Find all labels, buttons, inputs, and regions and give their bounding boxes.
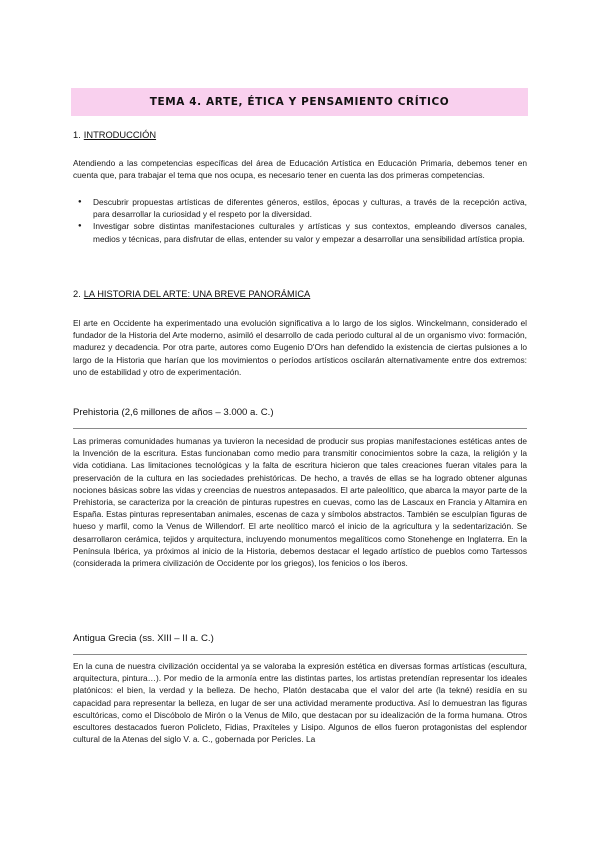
subheading-prehistoria: Prehistoria (2,6 millones de años – 3.000 a. C.) <box>73 407 274 418</box>
competencies-list <box>73 196 527 245</box>
section-title: LA HISTORIA DEL ARTE: UNA BREVE PANORÁMICA <box>83 289 311 299</box>
divider-line <box>73 654 527 655</box>
subheading-grecia: Antigua Grecia (ss. XIII – II a. C.) <box>73 633 214 644</box>
section-heading-history <box>73 289 310 299</box>
intro-paragraph: Atendiendo a las competencias específicas del área de Educación Artística en Educación Primaria, debemos tener en cuenta que, para trabajar el tema que nos ocupa, es necesario tener en cuenta las dos primeras competencias. <box>73 158 527 181</box>
section-heading-intro <box>73 130 156 140</box>
grecia-paragraph: En la cuna de nuestra civilización occidental ya se valoraba la expresión estética en diversas formas artísticas (escultura, arquitectura, pintura…). Por medio de la armonía entre las distintas partes, los artistas pretendían representar los ideales platónicos: el bien, la verdad y la belleza. De hecho, Platón destacaba que el valor del arte (la tekné) residía en su capacidad para representar la belleza, en lugar de ser una actividad meramente productiva. Así lo demuestran las figuras escultóricas, como el Discóbolo de Mirón o la Venus de Milo, que destacan por su idealización de la forma humana. Otros escultores destacados fueron Policleto, Fidias, Praxíteles y Lisipo. Algunos de ellos fueron protagonistas del esplendor cultural de la Atenas del siglo V. a. C., gobernada por Pericles. La <box>73 661 527 745</box>
title-banner <box>71 88 528 116</box>
prehistoria-paragraph: Las primeras comunidades humanas ya tuvieron la necesidad de producir sus propias manifestaciones estéticas antes de la Invención de la escritura. Estas funcionaban como medio para transmitir conocimientos sobre la caza, la religión y la vida cotidiana. Las limitaciones tecnológicas y la falta de escritura hicieron que tales creaciones fueran vitales para la preservación de la cultura en las sociedades prehistóricas. De hecho, a través de ellas se ha logrado obtener algunas nociones básicas sobre las vidas y creencias de nuestros antepasados. El arte paleolítico, que abarca la mayor parte de la Prehistoria, se caracteriza por la creación de pinturas rupestres en cuevas, como las de Lascaux en Francia y Altamira en España. Estas pinturas representaban animales, escenas de caza y símbolos abstractos. También se esculpían figuras de hueso y marfil, como la Venus de Willendorf. El arte neolítico marcó el inicio de la agricultura y la sedentarización. Se desarrollaron cerámica, tejidos y arquitectura, incluyendo monumentos megalíticos como Stonehenge en Inglaterra. En la Península Ibérica, ya próximos al inicio de la Historia, debemos destacar el legado artístico de pueblos como Tartessos (considerada la primera civilización de Occidente por los griegos), los fenicios o los íberos. <box>73 436 527 569</box>
section-number: 1. <box>73 130 81 140</box>
list-item: ● Investigar sobre distintas manifestaciones culturales y artísticas y sus contextos, empleando diversos canales, medios y técnicas, para disfrutar de ellas, entender su valor y empezar a desarrollar una sensibilidad artística propia. <box>73 220 527 244</box>
section-title: INTRODUCCIÓN <box>83 130 157 140</box>
document-title: TEMA 4. ARTE, ÉTICA Y PENSAMIENTO CRÍTICO <box>149 96 450 108</box>
divider-line <box>73 428 527 429</box>
history-paragraph: El arte en Occidente ha experimentado una evolución significativa a lo largo de los siglos. Winckelmann, considerado el fundador de la Historia del Arte moderno, asimiló el desarrollo de cada periodo cultural al de un organismo vivo: formación, madurez y decadencia. Por otra parte, autores como Eugenio D'Ors han defendido la existencia de ciertas pulsiones a lo largo de la Historia que harían que los movimientos o períodos artísticos oscilarán alternativamente entre dos extremos: uno de estabilidad y otro de experimentación. <box>73 318 527 377</box>
section-number: 2. <box>73 289 81 299</box>
list-item: ● Descubrir propuestas artísticas de diferentes géneros, estilos, épocas y culturas, a través de la recepción activa, para desarrollar la curiosidad y el respeto por la diversidad. <box>73 196 527 220</box>
